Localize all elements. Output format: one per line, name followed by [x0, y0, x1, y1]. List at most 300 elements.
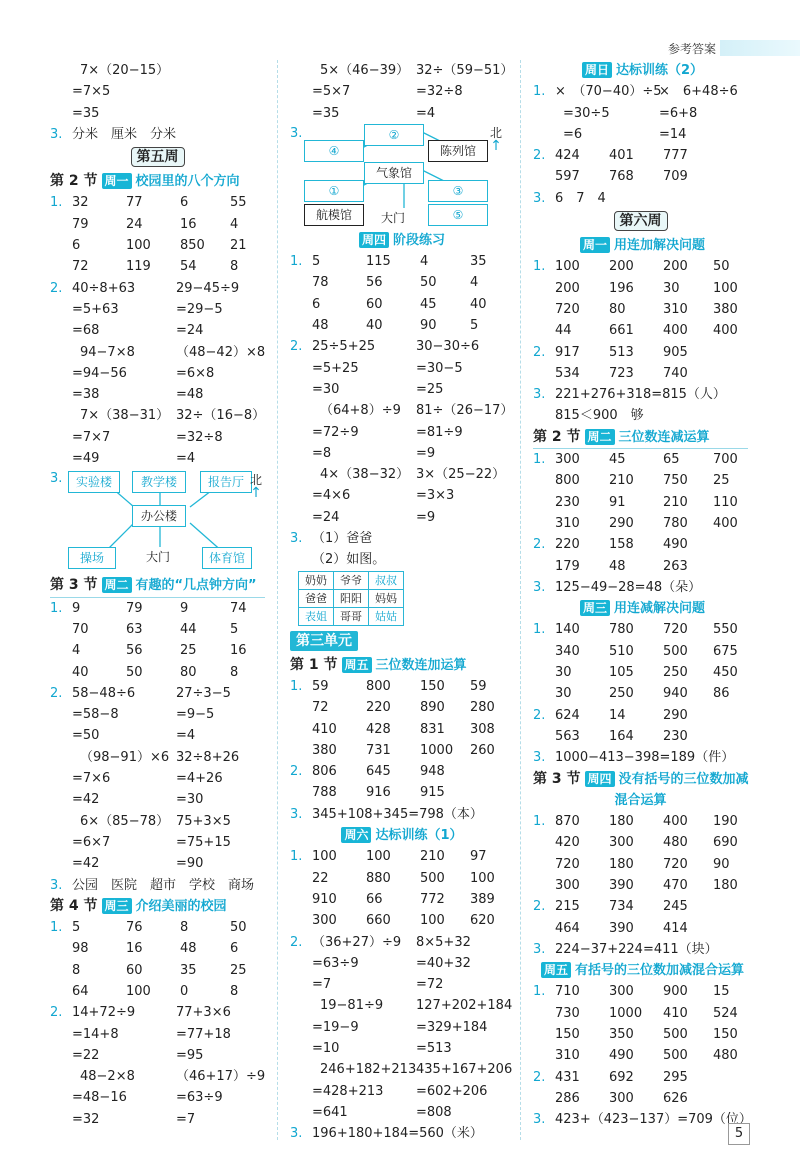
answer-value: 290 — [663, 707, 688, 723]
answer-line — [533, 1109, 752, 1130]
weekday-tag: 周一 — [580, 237, 610, 253]
answer-value: =4 — [176, 451, 196, 467]
answer-value: 86 — [713, 686, 730, 702]
answer-value: =641 — [312, 1104, 348, 1120]
answer-line — [533, 641, 748, 662]
answer-line — [290, 1038, 510, 1059]
answer-line — [533, 832, 748, 853]
section-title: 混合运算 — [614, 792, 667, 808]
answer-line — [533, 1067, 748, 1088]
answer-value: 25 — [230, 962, 247, 978]
weekday-tag: 周三 — [102, 898, 132, 914]
question-number: 1. — [533, 259, 546, 275]
map-building-1: 教学楼 — [132, 471, 186, 493]
answer-value: 410 — [663, 1005, 688, 1021]
weekday-tag: 周五 — [541, 962, 571, 978]
answer-value: 6 — [230, 941, 239, 957]
answer-line — [290, 932, 510, 953]
answer-value: 428 — [366, 721, 391, 737]
answer-line — [50, 278, 265, 299]
question-number: 3. — [533, 1112, 546, 1128]
answer-column-middle — [290, 60, 514, 1144]
answer-value: 4×（38−32） — [320, 467, 410, 483]
north-label: 北 — [490, 125, 503, 140]
answer-line — [533, 299, 748, 320]
answer-line — [50, 427, 265, 448]
answer-value: 660 — [366, 913, 391, 929]
answer-line — [50, 768, 265, 789]
answer-value: 400 — [713, 323, 738, 339]
answer-line — [533, 534, 748, 555]
answer-value: =808 — [416, 1104, 452, 1120]
section-number: 第 2 节 — [533, 428, 581, 445]
answer-value: 720 — [555, 301, 580, 317]
answer-value: 401 — [609, 148, 634, 164]
answer-value: 140 — [555, 622, 580, 638]
answer-value: 4 — [72, 643, 81, 659]
answer-value: =10 — [312, 1040, 340, 1056]
answer-value: 675 — [713, 643, 738, 659]
answer-value: 100 — [126, 238, 151, 254]
answer-value: 431 — [555, 1069, 580, 1085]
answer-value: 410 — [312, 721, 337, 737]
answer-value: 400 — [713, 515, 738, 531]
answer-value: 260 — [470, 742, 495, 758]
weekday-tag: 周三 — [580, 600, 610, 616]
question-number: 3. — [50, 126, 63, 142]
answer-value: 6×（85−78） — [80, 813, 170, 829]
answer-value: 98 — [72, 941, 89, 957]
answer-line — [533, 188, 748, 209]
answer-value: =3×3 — [416, 488, 455, 504]
answer-value: × （70−40）÷5 — [555, 84, 662, 100]
answer-value: 917 — [555, 344, 580, 360]
answer-value: 692 — [609, 1069, 634, 1085]
question-number: 3. — [290, 531, 303, 547]
answer-line — [50, 917, 265, 938]
answer-value: 77 — [126, 195, 143, 211]
answer-value: 390 — [609, 877, 634, 893]
map-building-2: 报告厅 — [200, 471, 252, 493]
answer-value: 35 — [470, 254, 487, 270]
answer-value: 690 — [713, 835, 738, 851]
unit-heading: 第三单元 — [290, 631, 358, 651]
answer-value: 500 — [663, 1048, 688, 1064]
relation-cell: 爷爷 — [334, 571, 369, 589]
answer-line — [50, 981, 265, 1002]
answer-line — [290, 868, 510, 889]
weekday-tag: 周二 — [102, 577, 132, 593]
answer-value: 5 — [72, 920, 81, 936]
weekday-tag: 周六 — [341, 827, 371, 843]
answer-value: 400 — [663, 323, 688, 339]
answer-line — [533, 854, 748, 875]
direction-map-diagram — [50, 469, 265, 575]
answer-value: 65 — [663, 452, 680, 468]
answer-value: =30 — [312, 381, 340, 397]
answer-line — [533, 124, 748, 145]
answer-line — [50, 363, 265, 384]
answer-value: 224−37+224=411（块） — [555, 941, 718, 957]
answer-value: 6 7 4 — [555, 190, 606, 206]
answer-line — [290, 528, 510, 549]
answer-value: =58−8 — [72, 707, 119, 723]
answer-value: 230 — [555, 494, 580, 510]
answer-line — [290, 995, 513, 1016]
section-heading — [50, 575, 265, 597]
answer-line — [533, 1045, 748, 1066]
answer-value: 200 — [663, 259, 688, 275]
answer-value: =4 — [176, 728, 196, 744]
answer-value: 8 — [72, 962, 81, 978]
answer-line — [533, 747, 748, 768]
answer-value: 230 — [663, 728, 688, 744]
question-number: 2. — [533, 537, 546, 553]
column-divider — [277, 60, 278, 1140]
answer-line — [50, 103, 265, 124]
answer-value: 480 — [713, 1048, 738, 1064]
answer-value: 450 — [713, 665, 738, 681]
answer-value: 300 — [609, 984, 634, 1000]
answer-value: 119 — [126, 259, 151, 275]
answer-value: 3×（25−22） — [416, 467, 506, 483]
answer-value: 310 — [555, 1048, 580, 1064]
map-venue-8: ⑤ — [428, 204, 488, 226]
answer-value: =7×7 — [72, 429, 111, 445]
answer-value: 35 — [180, 962, 197, 978]
answer-value: =42 — [72, 856, 100, 872]
answer-line — [50, 320, 265, 341]
answer-value: 597 — [555, 169, 580, 185]
answer-value: 70 — [72, 621, 89, 637]
answer-line — [533, 145, 748, 166]
answer-line — [290, 676, 510, 697]
answer-value: 730 — [555, 1005, 580, 1021]
answer-value: 45 — [609, 452, 626, 468]
map-venue-4: ① — [304, 180, 364, 202]
answer-value: 79 — [72, 216, 89, 232]
answer-value: =22 — [72, 1047, 100, 1063]
answer-value: 100 — [126, 983, 151, 999]
answer-line — [50, 1109, 265, 1130]
answer-value: 734 — [609, 899, 634, 915]
answer-value: 60 — [366, 296, 383, 312]
answer-value: =63÷9 — [176, 1090, 223, 1106]
answer-value: 723 — [609, 365, 634, 381]
answer-value: 30−30÷6 — [416, 339, 480, 355]
section-heading — [290, 230, 510, 251]
answer-value: =75+15 — [176, 834, 231, 850]
question-number: 1. — [290, 254, 303, 270]
answer-value: =42 — [72, 792, 100, 808]
answer-value: 709 — [663, 169, 688, 185]
answer-line — [50, 192, 265, 213]
section-heading — [533, 769, 748, 790]
answer-value: 380 — [312, 742, 337, 758]
answer-line — [533, 384, 748, 405]
answer-value: =25 — [416, 381, 444, 397]
answer-value: 661 — [609, 323, 634, 339]
answer-value: 78 — [312, 275, 329, 291]
relation-cell: 叔叔 — [369, 571, 404, 589]
answer-value: 22 — [312, 870, 329, 886]
answer-value: 800 — [366, 678, 391, 694]
answer-line — [290, 1081, 510, 1102]
answer-value: 180 — [713, 877, 738, 893]
answer-value: =72÷9 — [312, 424, 359, 440]
answer-value: （1）爸爸 — [312, 531, 373, 547]
answer-value: 50 — [126, 664, 143, 680]
answer-value: 63 — [126, 621, 143, 637]
answer-value: 423+（423−137）=709（位） — [555, 1112, 752, 1128]
section-title: 阶段练习 — [393, 232, 446, 248]
answer-value: =7 — [176, 1111, 196, 1127]
header-label: 参考答案 — [667, 42, 716, 56]
answer-value: 524 — [713, 1005, 738, 1021]
answer-line — [290, 549, 510, 570]
answer-value: 500 — [663, 643, 688, 659]
section-heading — [533, 60, 748, 81]
answer-line — [290, 379, 510, 400]
answer-value: =24 — [176, 323, 204, 339]
answer-value: 15 — [713, 984, 730, 1000]
answer-line — [533, 103, 748, 124]
answer-line — [290, 846, 510, 867]
answer-line — [290, 336, 510, 357]
section-title: 三位数连减运算 — [618, 429, 710, 445]
answer-value: 900 — [663, 984, 688, 1000]
answer-value: 290 — [609, 515, 634, 531]
answer-value: × 6+48÷6 — [659, 84, 738, 100]
answer-line — [290, 1102, 510, 1123]
answer-value: 94−7×8 — [80, 344, 135, 360]
answer-value: =48 — [176, 387, 204, 403]
answer-value: 626 — [663, 1090, 688, 1106]
answer-value: 5 — [470, 318, 479, 334]
question-number: 2. — [290, 339, 303, 355]
answer-value: 414 — [663, 920, 688, 936]
answer-value: =32÷8 — [416, 84, 463, 100]
answer-value: 250 — [663, 665, 688, 681]
answer-value: 246+182+213 — [320, 1062, 417, 1078]
section-heading — [533, 598, 748, 619]
answer-value: =4 — [416, 105, 436, 121]
relation-cell: 表姐 — [299, 607, 334, 625]
answer-value: 公园 医院 超市 学校 商场 — [72, 877, 255, 893]
answer-value: 250 — [609, 686, 634, 702]
answer-value: 563 — [555, 728, 580, 744]
answer-line — [533, 166, 748, 187]
section-heading — [533, 235, 748, 256]
answer-value: =9 — [416, 445, 436, 461]
map-building-3: 办公楼 — [132, 505, 186, 527]
answer-line — [290, 443, 510, 464]
section-heading — [533, 960, 748, 981]
section-number: 第 2 节 — [50, 173, 98, 190]
answer-line — [50, 875, 265, 896]
page-number: 5 — [728, 1123, 750, 1145]
answer-value: 916 — [366, 785, 391, 801]
answer-line — [290, 782, 510, 803]
answer-line — [50, 81, 265, 102]
north-indicator — [490, 124, 503, 154]
answer-value: 8×5+32 — [416, 934, 471, 950]
answer-value: 948 — [420, 764, 445, 780]
answer-value: 905 — [663, 344, 688, 360]
map-building-6: 体育馆 — [202, 547, 252, 569]
answer-value: （2）如图。 — [312, 552, 386, 568]
question-number: 3. — [533, 387, 546, 403]
answer-value: =5+63 — [72, 301, 119, 317]
unit-heading-row — [290, 631, 510, 655]
answer-value: 50 — [420, 275, 437, 291]
answer-value: 14+72÷9 — [72, 1005, 136, 1021]
answer-value: 30 — [555, 686, 572, 702]
answer-line — [50, 938, 265, 959]
answer-line — [50, 60, 265, 81]
answer-value: =7 — [312, 977, 332, 993]
question-number: 1. — [290, 678, 303, 694]
answer-line — [533, 896, 748, 917]
answer-value: 750 — [663, 473, 688, 489]
answer-value: 74 — [230, 600, 247, 616]
answer-value: 806 — [312, 764, 337, 780]
answer-value: 500 — [663, 1027, 688, 1043]
answer-value: 286 — [555, 1090, 580, 1106]
answer-value: 831 — [420, 721, 445, 737]
answer-value: 97 — [470, 849, 487, 865]
answer-value: =63÷9 — [312, 955, 359, 971]
question-number: 1. — [290, 849, 303, 865]
section-title: 用连加解决问题 — [614, 238, 706, 254]
answer-value: 100 — [420, 913, 445, 929]
answer-value: 300 — [312, 913, 337, 929]
map-building-4: 操场 — [68, 547, 116, 569]
answer-line — [290, 422, 510, 443]
answer-line — [50, 1024, 265, 1045]
answer-column-right — [533, 60, 752, 1131]
answer-value: 72 — [312, 700, 329, 716]
answer-line — [533, 1088, 748, 1109]
answer-value: 310 — [663, 301, 688, 317]
answer-value: 1000−413−398=189（件） — [555, 750, 735, 766]
answer-value: 1000 — [609, 1005, 643, 1021]
answer-value: 0 — [180, 983, 189, 999]
answer-value: 25÷5+25 — [312, 339, 376, 355]
answer-value: 6 — [180, 195, 189, 211]
answer-value: 380 — [713, 301, 738, 317]
answer-line — [290, 804, 510, 825]
answer-value: =6×7 — [72, 834, 111, 850]
answer-value: 21 — [230, 238, 247, 254]
question-number: 2. — [533, 148, 546, 164]
answer-value: （36+27）÷9 — [312, 934, 402, 950]
answer-value: 890 — [420, 700, 445, 716]
weekday-tag: 周五 — [342, 657, 372, 673]
answer-value: 58−48÷6 — [72, 685, 136, 701]
answer-line — [50, 598, 265, 619]
answer-line — [533, 577, 748, 598]
answer-line — [290, 251, 510, 272]
answer-line — [290, 740, 510, 761]
answer-value: 5 — [230, 621, 239, 637]
answer-line — [50, 640, 265, 661]
question-number: 1. — [50, 920, 63, 936]
answer-line — [50, 960, 265, 981]
answer-value: 731 — [366, 742, 391, 758]
question-number: 1. — [533, 84, 546, 100]
answer-value: =5×7 — [312, 84, 351, 100]
answer-value: =8 — [312, 445, 332, 461]
answer-value: 164 — [609, 728, 634, 744]
answer-value: 32 — [72, 195, 89, 211]
answer-line — [290, 953, 510, 974]
answer-value: =32÷8 — [176, 429, 223, 445]
answer-value: 79 — [126, 600, 143, 616]
answer-value: 350 — [609, 1027, 634, 1043]
question-number: 2. — [533, 1069, 546, 1085]
question-number: 3. — [290, 806, 303, 822]
answer-value: 48 — [312, 318, 329, 334]
answer-value: =30−5 — [416, 360, 463, 376]
answer-value: 300 — [609, 835, 634, 851]
answer-line — [290, 60, 514, 81]
answer-value: 72 — [72, 259, 89, 275]
answer-value: =14 — [659, 126, 687, 142]
answer-value: 4 — [420, 254, 429, 270]
answer-value: 220 — [555, 537, 580, 553]
answer-line — [533, 811, 748, 832]
answer-value: 59 — [470, 678, 487, 694]
answer-line — [533, 513, 748, 534]
answer-line — [50, 124, 265, 145]
question-number: 2. — [533, 707, 546, 723]
answer-line — [50, 1045, 265, 1066]
answer-value: 105 — [609, 665, 634, 681]
diagram-block — [50, 469, 265, 575]
answer-value: 32÷8+26 — [176, 749, 240, 765]
answer-value: 19−81÷9 — [320, 998, 384, 1014]
answer-value: 850 — [180, 238, 205, 254]
section-number: 第 3 节 — [50, 577, 98, 594]
answer-line — [50, 214, 265, 235]
answer-value: 435+167+206 — [416, 1062, 513, 1078]
answer-value: 815＜900 够 — [555, 408, 644, 424]
question-number: 3. — [533, 579, 546, 595]
section-number: 第 4 节 — [50, 897, 98, 914]
answer-line — [50, 235, 265, 256]
answer-value: =49 — [72, 451, 100, 467]
answer-line — [50, 256, 265, 277]
week-label: 第五周 — [131, 147, 185, 167]
answer-value: 624 — [555, 707, 580, 723]
answer-value: 300 — [609, 1090, 634, 1106]
north-arrow-icon: ↑ — [490, 137, 502, 154]
answer-value: 1000 — [420, 742, 454, 758]
answer-value: 16 — [180, 216, 197, 232]
map-venue-1: ④ — [304, 140, 364, 162]
answer-value: =4+26 — [176, 771, 223, 787]
answer-value: 180 — [609, 814, 634, 830]
answer-value: 40 — [366, 318, 383, 334]
answer-line — [533, 918, 748, 939]
answer-line — [533, 492, 748, 513]
answer-column-left — [50, 60, 265, 1130]
answer-value: =30÷5 — [563, 105, 610, 121]
question-number: 3. — [533, 941, 546, 957]
relation-cell: 爸爸 — [299, 589, 334, 607]
answer-line — [290, 400, 514, 421]
